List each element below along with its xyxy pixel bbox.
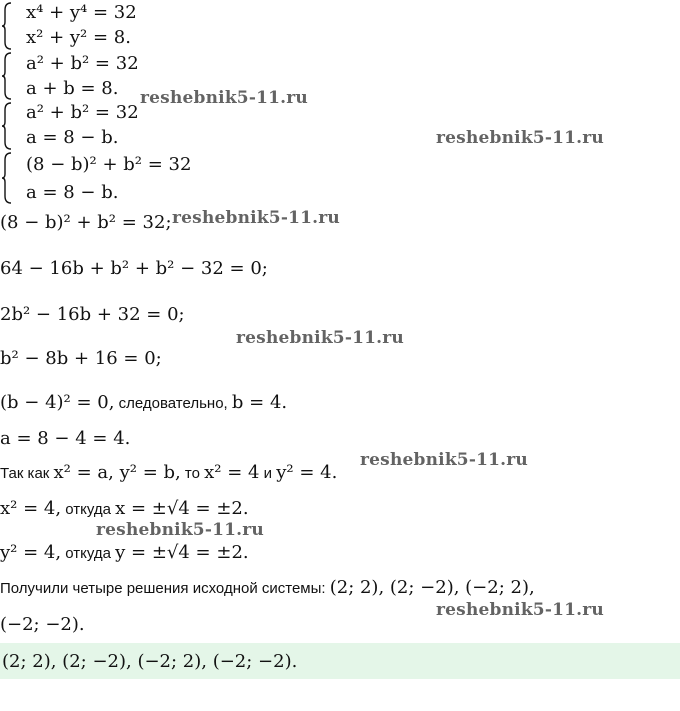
watermark: reshebnik5-11.ru — [436, 600, 604, 620]
watermark: reshebnik5-11.ru — [96, 520, 264, 540]
equation-line-9 — [0, 542, 249, 563]
math-expression: x² = 4 — [204, 462, 260, 483]
equation-line-7 — [0, 462, 337, 483]
answer-box — [0, 643, 680, 679]
text-fragment: откуда — [61, 501, 116, 518]
equation-line-11: (−2; −2). — [0, 614, 85, 635]
system-2-row-1: a² + b² = 32 — [26, 53, 139, 74]
equation-line-6: a = 8 − 4 = 4. — [0, 428, 131, 449]
equation-line-10 — [0, 577, 535, 598]
system-4-row-1: (8 − b)² + b² = 32 — [26, 154, 192, 175]
watermark: reshebnik5-11.ru — [236, 328, 404, 348]
brace-icon — [2, 102, 10, 150]
watermark: reshebnik5-11.ru — [436, 128, 604, 148]
text-fragment: то — [180, 465, 205, 482]
watermark: reshebnik5-11.ru — [172, 208, 340, 228]
math-expression: y² = 4, — [0, 542, 62, 563]
math-expression: x² = 4, — [0, 498, 62, 519]
math-expression: (b − 4)² = 0, — [0, 392, 115, 413]
system-3-row-2: a = 8 − b. — [26, 127, 119, 148]
brace-icon — [2, 2, 10, 50]
equation-line-4: b² − 8b + 16 = 0; — [0, 348, 162, 369]
text-fragment: откуда — [61, 545, 116, 562]
system-3-row-1: a² + b² = 32 — [26, 102, 139, 123]
text-fragment: и — [259, 465, 277, 482]
system-1-row-2: x² + y² = 8. — [26, 27, 131, 48]
math-expression: (2; 2), (2; −2), (−2; 2), — [329, 577, 535, 598]
math-expression: y² = 4. — [276, 462, 338, 483]
system-2-row-2: a + b = 8. — [26, 78, 119, 99]
brace-icon — [2, 52, 10, 100]
system-1-row-1: x⁴ + y⁴ = 32 — [26, 2, 137, 23]
system-4-row-2: a = 8 − b. — [26, 182, 119, 203]
equation-line-8 — [0, 498, 249, 519]
watermark: reshebnik5-11.ru — [140, 88, 308, 108]
math-expression: b = 4. — [231, 392, 288, 413]
text-fragment: следовательно, — [114, 395, 232, 412]
math-expression: x = ±√4 = ±2. — [115, 498, 249, 519]
text-fragment: Так как — [0, 465, 54, 482]
equation-line-2: 64 − 16b + b² + b² − 32 = 0; — [0, 258, 268, 279]
math-expression: x² = a, y² = b, — [53, 462, 181, 483]
math-expression: y = ±√4 = ±2. — [115, 542, 249, 563]
equation-line-1: (8 − b)² + b² = 32; — [0, 212, 172, 233]
equation-line-3: 2b² − 16b + 32 = 0; — [0, 304, 185, 325]
text-fragment: Получили четыре решения исходной системы: — [0, 580, 330, 597]
equation-line-5 — [0, 392, 287, 413]
brace-icon — [2, 152, 10, 204]
answer-text: (2; 2), (2; −2), (−2; 2), (−2; −2). — [2, 650, 298, 672]
watermark: reshebnik5-11.ru — [360, 450, 528, 470]
